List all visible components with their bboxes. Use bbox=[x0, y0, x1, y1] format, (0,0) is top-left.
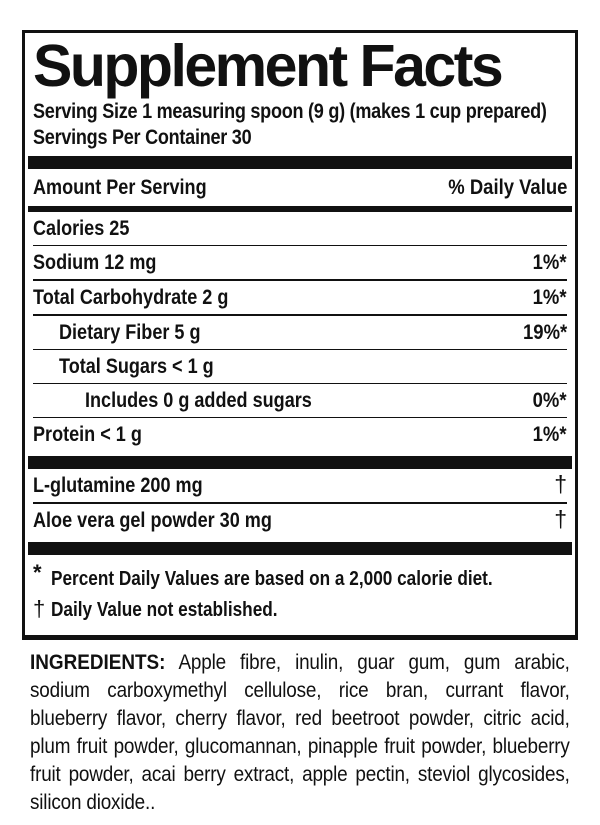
dagger-mark: † bbox=[554, 506, 567, 532]
nutrient-name: Total Sugars < 1 g bbox=[59, 355, 214, 378]
ingredients-text: Apple fibre, inulin, guar gum, gum arabic, sodium carboxymethyl cellulose, rice bran, currant flavor, blueberry flavor, cherry flavor, red beetroot powder, citric acid, plum fruit powder, glucomannan, pinapple fruit powder, blueberry fruit powder, acai berry extract, apple pectin, steviol glycosides, silicon dioxide.. bbox=[30, 650, 570, 814]
table-row-dietary-fiber bbox=[33, 314, 567, 349]
footnote-text: Daily Value not established. bbox=[51, 599, 278, 621]
ingredients-label: INGREDIENTS: bbox=[30, 650, 166, 674]
ingredient-name: L-glutamine 200 mg bbox=[33, 474, 203, 497]
table-row-l-glutamine bbox=[33, 469, 567, 502]
footnote-daily-values bbox=[33, 560, 567, 594]
footnote-daily-value-not-established bbox=[33, 594, 567, 625]
ingredients-paragraph bbox=[30, 648, 570, 816]
table-row-added-sugars bbox=[33, 383, 567, 417]
nutrient-name: Calories 25 bbox=[33, 217, 130, 240]
nutrient-name: Total Carbohydrate 2 g bbox=[33, 286, 229, 309]
supplement-facts-panel bbox=[22, 30, 578, 640]
servings-per-container-text: Servings Per Container 30 bbox=[33, 126, 252, 149]
nutrient-name: Protein < 1 g bbox=[33, 423, 142, 446]
nutrient-value: 19%* bbox=[522, 321, 567, 344]
table-row-aloe-vera bbox=[33, 502, 567, 537]
panel-title: Supplement Facts bbox=[33, 33, 502, 99]
nutrient-value: 0%* bbox=[533, 389, 567, 412]
table-row-total-sugars bbox=[33, 349, 567, 383]
nutrient-value: 1%* bbox=[533, 286, 567, 309]
dagger-symbol: † bbox=[33, 596, 46, 621]
dagger-mark: † bbox=[554, 471, 567, 497]
column-header-row bbox=[33, 169, 567, 206]
asterisk-symbol: * bbox=[33, 560, 42, 585]
divider-bar-thick-top bbox=[28, 156, 572, 169]
nutrient-name: Sodium 12 mg bbox=[33, 251, 157, 274]
nutrient-name: Includes 0 g added sugars bbox=[85, 389, 312, 412]
divider-bar-thick-bottom bbox=[28, 542, 572, 555]
serving-size-text: Serving Size 1 measuring spoon (9 g) (makes 1 cup prepared) bbox=[33, 100, 547, 123]
table-row-sodium bbox=[33, 245, 567, 279]
ingredients-section bbox=[30, 648, 570, 816]
table-row-calories bbox=[33, 212, 567, 245]
nutrient-value: 1%* bbox=[533, 423, 567, 446]
nutrient-name: Dietary Fiber 5 g bbox=[59, 321, 201, 344]
daily-value-header: % Daily Value bbox=[447, 176, 567, 199]
nutrient-value: 1%* bbox=[533, 251, 567, 274]
ingredient-name: Aloe vera gel powder 30 mg bbox=[33, 509, 272, 532]
amount-per-serving-header: Amount Per Serving bbox=[33, 176, 207, 199]
servings-per-container-line bbox=[33, 125, 567, 151]
table-row-protein bbox=[33, 417, 567, 451]
table-row-total-carbohydrate bbox=[33, 279, 567, 314]
footnote-text: Percent Daily Values are based on a 2,000 calorie diet. bbox=[51, 568, 493, 590]
serving-size-line bbox=[33, 99, 567, 125]
footnotes-block bbox=[33, 560, 567, 625]
divider-bar-thick-middle bbox=[28, 456, 572, 469]
